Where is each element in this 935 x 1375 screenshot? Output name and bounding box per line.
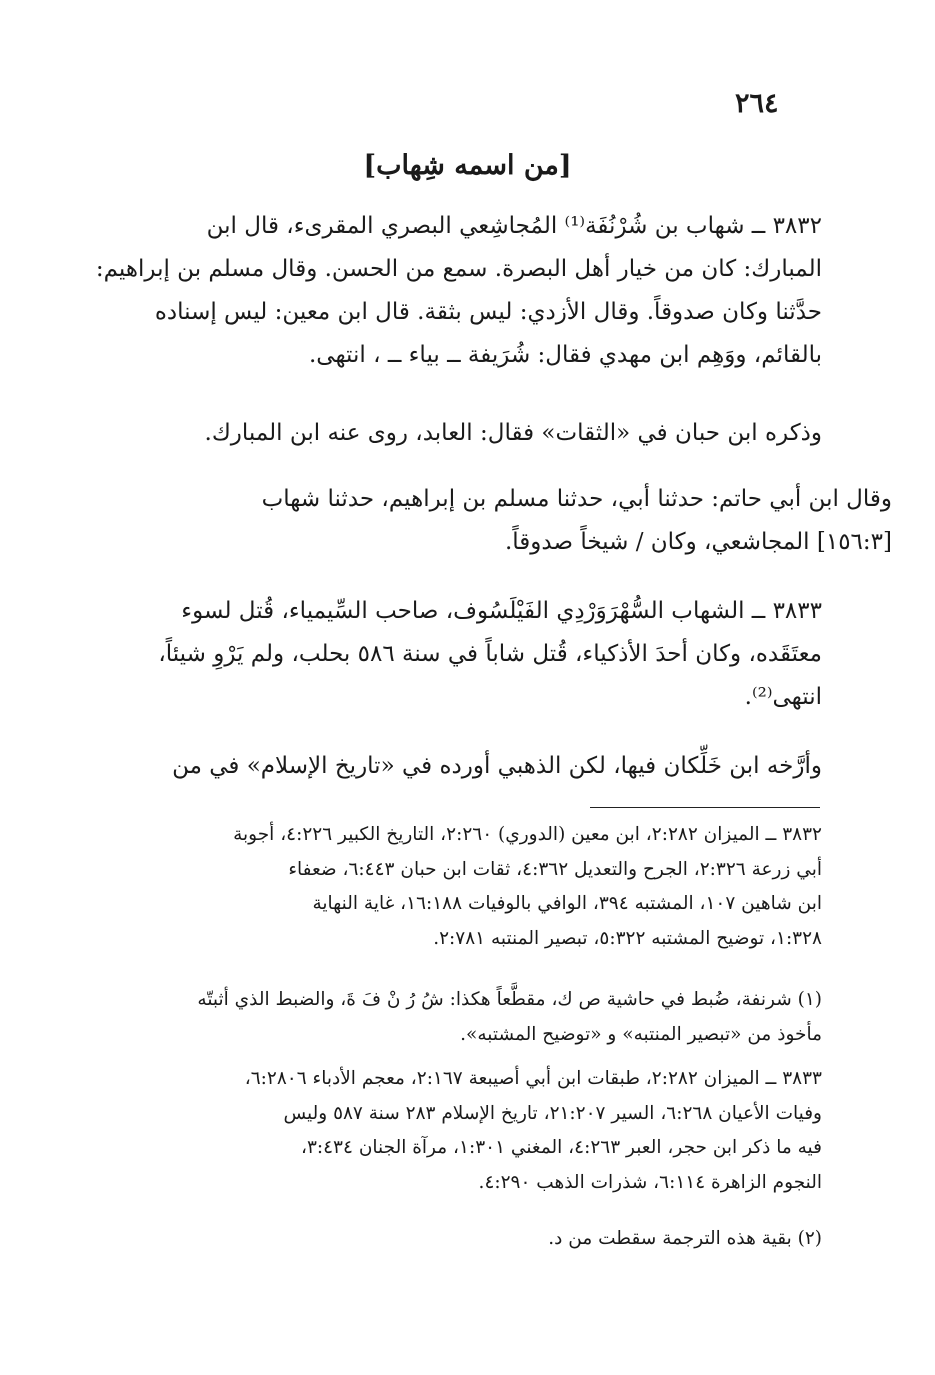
paragraph-ibn-abi-hatim [92,478,892,564]
text-line: بالقائم، ووَهِم ابن مهدي فقال: شُرَيفة ــ بياء ــ ، انتهى. [308,342,822,368]
footnote-line: أبي زرعة ٢:٣٢٦، الجرح والتعديل ٤:٣٦٢، ثقات ابن حبان ٦:٤٤٣، ضعفاء [288,858,822,880]
footnote-line: ٣٨٣٣ ــ الميزان ٢:٢٨٢، طبقات ابن أبي أصيبعة ٢:١٦٧، معجم الأدباء ٦:٢٨٠٦، [244,1068,822,1089]
footnote-line: (٢) بقية هذه الترجمة سقطت من د. [548,1228,822,1249]
entry-3833 [92,590,822,719]
text-line: وذكره ابن حبان في «الثقات» فقال: العابد، روى عنه ابن المبارك. [204,420,822,446]
text-segment: المجاشعي، وكان / شيخاً صدوقاً. [504,529,810,555]
text-line: وقال ابن أبي حاتم: حدثنا أبي، حدثنا مسلم بن إبراهيم، حدثنا شهاب [261,486,892,512]
text-line: حدَّثنا وكان صدوقاً. وقال الأزدي: ليس بثقة. قال ابن معين: ليس إسناده [154,299,822,325]
footnote-divider [590,807,820,808]
footnote-3833 [92,1062,822,1200]
text-line: وأرَّخه ابن خَلِّكان فيها، لكن الذهبي أورده في «تاريخ الإسلام» في من [172,753,822,779]
footnote-line: فيه ما ذكر ابن حجر، العبر ٤:٢٦٣، المغني ١:٣٠١، مرآة الجنان ٣:٤٣٤، [300,1137,822,1158]
section-heading: [من اسمه شِهاب] [363,150,572,181]
text-line: المبارك: كان من خيار أهل البصرة. سمع من الحسن. وقال مسلم بن إبراهيم: [95,256,822,282]
footnote-3832 [92,818,822,956]
footnote-line: ١:٣٢٨، توضيح المشتبه ٥:٣٢٢، تبصير المنتبه ٢:٧٨١. [433,927,822,949]
footnote-2 [92,1222,822,1257]
text-line: ٣٨٣٢ ــ شهاب بن شُرْنُفَة⁽¹⁾ المُجاشِعي البصري المقرىء، قال ابن [206,213,822,239]
text-line: انتهى⁽²⁾. [744,684,822,710]
paragraph-ibn-hibban [92,412,822,455]
footnote-line: وفيات الأعيان ٦:٢٦٨، السير ٢١:٢٠٧، تاريخ الإسلام ٢٨٣ سنة ٥٨٧ وليس [283,1102,822,1124]
footnote-line: ابن شاهين ١٠٧، المشتبه ٣٩٤، الوافي بالوفيات ١٦:١٨٨، غاية النهاية [312,893,822,914]
footnote-1 [92,983,822,1052]
paragraph-ibn-khallikan [92,745,822,788]
entry-3832 [92,205,822,377]
text-line: ٣٨٣٣ ــ الشهاب السُّهْرَوَرْدِي الفَيْلَسُوف، صاحب السِّيمياء، قُتل لسوء [181,598,822,624]
text-line [92,521,892,564]
footnote-line: مأخوذ من «تبصير المنتبه» و «توضيح المشتبه». [460,1023,822,1045]
footnote-line: (١) شرنفة، ضُبط في حاشية ص ك، مقطَّعاً هكذا: شُ رُ نْ فَ ةَ، والضبط الذي أثبتّه [197,989,822,1010]
page-number: ٢٦٤ [735,88,779,119]
text-line: معتَقَده، وكان أحدَ الأذكياء، قُتل شاباً في سنة ٥٨٦ بحلب، ولم يَرْوِ شيئاً، [158,641,822,667]
margin-reference: [١٥٦:٣] [816,529,892,555]
footnote-line: ٣٨٣٢ ــ الميزان ٢:٢٨٢، ابن معين (الدوري) ٢:٢٦٠، التاريخ الكبير ٤:٢٢٦، أجوبة [233,824,822,845]
footnote-line: النجوم الزاهرة ٦:١١٤، شذرات الذهب ٤:٢٩٠. [478,1171,822,1193]
